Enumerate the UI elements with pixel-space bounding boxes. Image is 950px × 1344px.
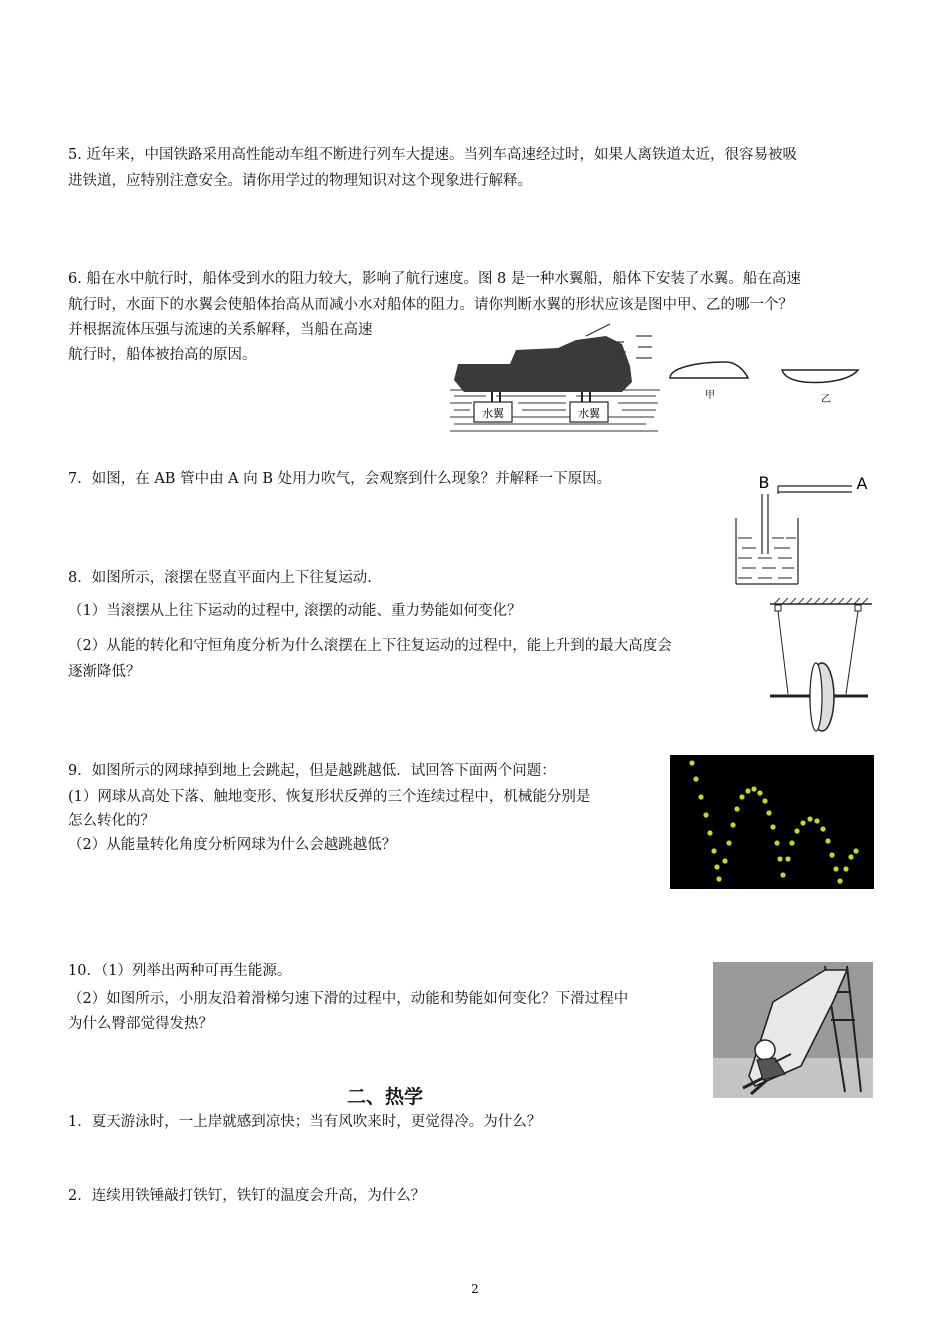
q5-line1: 5. 近年来，中国铁路采用高性能动车组不断进行列车大提速。当列车高速经过时，如果人离铁道太近，很容易被吸	[68, 147, 797, 163]
q9-line3: 怎么转化的？	[68, 813, 155, 829]
wing-shape-yi	[782, 370, 858, 383]
hydrofoil-boat-figure	[446, 322, 896, 440]
q9-line1: 9．如图所示的网球掉到地上会跳起，但是越跳越低．试回答下面两个问题：	[68, 763, 556, 779]
q10-line3: 为什么臀部觉得发热？	[68, 1016, 213, 1032]
hydrofoil-right-label: 水翼	[578, 407, 600, 420]
maxwell-wheel-figure	[768, 598, 874, 738]
q5-line2: 进铁道，应特别注意安全。请你用学过的物理知识对这个现象进行解释。	[68, 173, 532, 189]
q9-line2: (1）网球从高处下落、触地变形、恢复形状反弹的三个连续过程中，机械能分别是	[68, 789, 591, 805]
q8-line4: 逐渐降低？	[68, 664, 141, 680]
q10-line2: （2）如图所示，小朋友沿着滑梯匀速下滑的过程中，动能和势能如何变化？下滑过程中	[68, 991, 629, 1007]
q8-line2: （1）当滚摆从上往下运动的过程中, 滚摆的动能、重力势能如何变化？	[68, 603, 522, 619]
q6-line1: 6. 船在水中航行时，船体受到水的阻力较大，影响了航行速度。图 8 是一种水翼船，船体下安装了水翼。船在高速	[68, 271, 801, 287]
q7-line1: 7．如图，在 AB 管中由 A 向 B 处用力吹气，会观察到什么现象？并解释一下原因。	[68, 471, 612, 487]
thermal-q1: 1．夏天游泳时，一上岸就感到凉快；当有风吹来时，更觉得冷。为什么？	[68, 1114, 542, 1130]
q6-line3: 并根据流体压强与流速的关系解释，当船在高速	[68, 322, 373, 338]
q6-line4: 航行时，船体被抬高的原因。	[68, 347, 257, 363]
ab-tube-figure	[728, 470, 878, 592]
tube-label-b: B	[758, 473, 770, 492]
q10-line1: 10．（1）列举出两种可再生能源。	[68, 963, 292, 979]
wing-shape-jia	[670, 362, 748, 378]
wing-label-jia: 甲	[705, 390, 715, 401]
q8-line1: 8．如图所示，滚摆在竖直平面内上下往复运动.	[68, 570, 372, 586]
speed-lines	[636, 336, 652, 358]
q9-line4: （2）从能量转化角度分析网球为什么会越跳越低？	[68, 837, 397, 853]
boat-hull	[454, 324, 632, 392]
hydrofoil-struts	[492, 392, 590, 402]
section-title-thermal: 二、热学	[346, 1086, 423, 1108]
q8-line3: （2）从能的转化和守恒角度分析为什么滚摆在上下往复运动的过程中，能上升到的最大高度会	[68, 638, 672, 654]
child-on-slide-photo	[713, 962, 873, 1098]
ceiling-hatch	[774, 598, 868, 604]
tube-label-a: A	[856, 474, 868, 493]
q6-line2: 航行时，水面下的水翼会使船体抬高从而减小水对船体的阻力。请你判断水翼的形状应该是图中甲、乙的哪一个？	[68, 297, 793, 313]
water-in-beaker	[738, 538, 796, 578]
hydrofoil-left-label: 水翼	[482, 407, 504, 420]
wing-label-yi: 乙	[821, 394, 831, 405]
tennis-ball-bounce-photo	[670, 755, 874, 889]
page-number: 2	[471, 1282, 479, 1296]
thermal-q2: 2．连续用铁锤敲打铁钉，铁钉的温度会升高，为什么？	[68, 1188, 426, 1204]
